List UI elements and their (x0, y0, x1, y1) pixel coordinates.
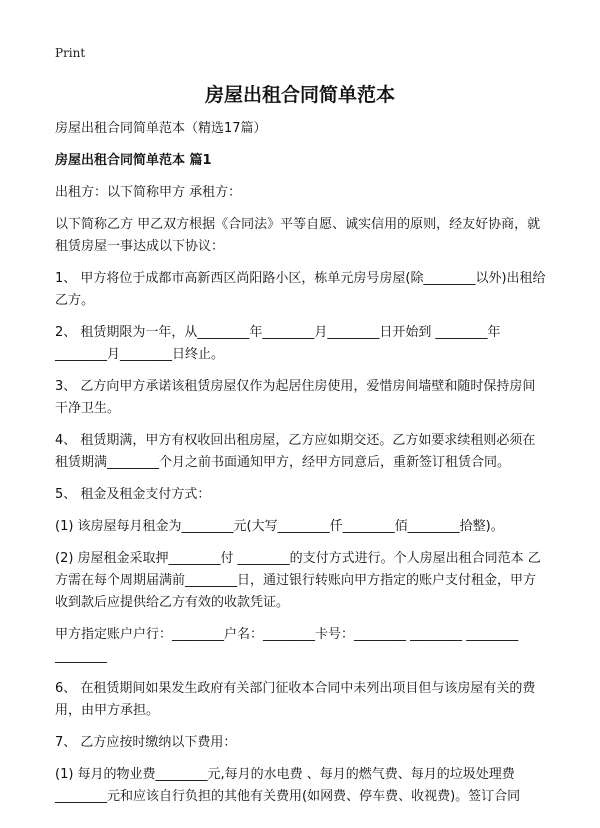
paragraph-parties: 出租方：以下简称甲方 承租方： (55, 185, 242, 200)
clause-3: 3、 乙方向甲方承诺该租赁房屋仅作为起居住房使用，爱惜房间墙壁和随时保持房间干净卫生。 (55, 379, 536, 416)
bank-account-line: 甲方指定账户户行：________户名：________卡号：________ ________ ________ ________ (55, 627, 519, 664)
paragraph-intro: 以下简称乙方 甲乙双方根据《合同法》平等自愿、诚实信用的原则，经友好协商，就租赁房屋一事达成以下协议： (55, 217, 541, 254)
print-label[interactable]: Print (55, 46, 86, 60)
clause-2: 2、 租赁期限为一年，从________年________月________日开始到 ________年________月________日终止。 (55, 325, 501, 362)
clause-5-2: (2) 房屋租金采取押________付 ________的支付方式进行。个人房屋出租合同范本 乙方需在每个周期届满前________日，通过银行转账向甲方指定的账户支付租金，甲方收到款后应提供给乙方有效的收款凭证。 (55, 551, 541, 610)
clause-7-1: (1) 每月的物业费________元,每月的水电费 、每月的燃气费、每月的垃圾处理费________元和应该自行负担的其他有关费用(如网费、停车费、收视费)。签订合同 (55, 767, 521, 804)
clause-5-1: (1) 该房屋每月租金为________元(大写________仟________佰________拾整)。 (55, 519, 504, 534)
clause-6: 6、 在租赁期间如果发生政府有关部门征收本合同中未列出项目但与该房屋有关的费用，由甲方承担。 (55, 681, 536, 718)
clause-4: 4、 租赁期满，甲方有权收回出租房屋，乙方应如期交还。乙方如要求续租则必须在租赁期满________个月之前书面通知甲方，经甲方同意后，重新签订租赁合同。 (55, 433, 536, 470)
clause-1: 1、 甲方将位于成都市高新西区尚阳路小区，栋单元房号房屋(除________以外)出租给乙方。 (55, 271, 546, 308)
document-body (55, 118, 547, 818)
section-heading: 房屋出租合同简单范本 篇1 (55, 153, 212, 168)
clause-7: 7、 乙方应按时缴纳以下费用： (55, 735, 237, 750)
document-subtitle: 房屋出租合同简单范本（精选17篇） (55, 121, 267, 136)
clause-5: 5、 租金及租金支付方式： (55, 487, 211, 502)
document-title: 房屋出租合同简单范本 (204, 84, 395, 106)
